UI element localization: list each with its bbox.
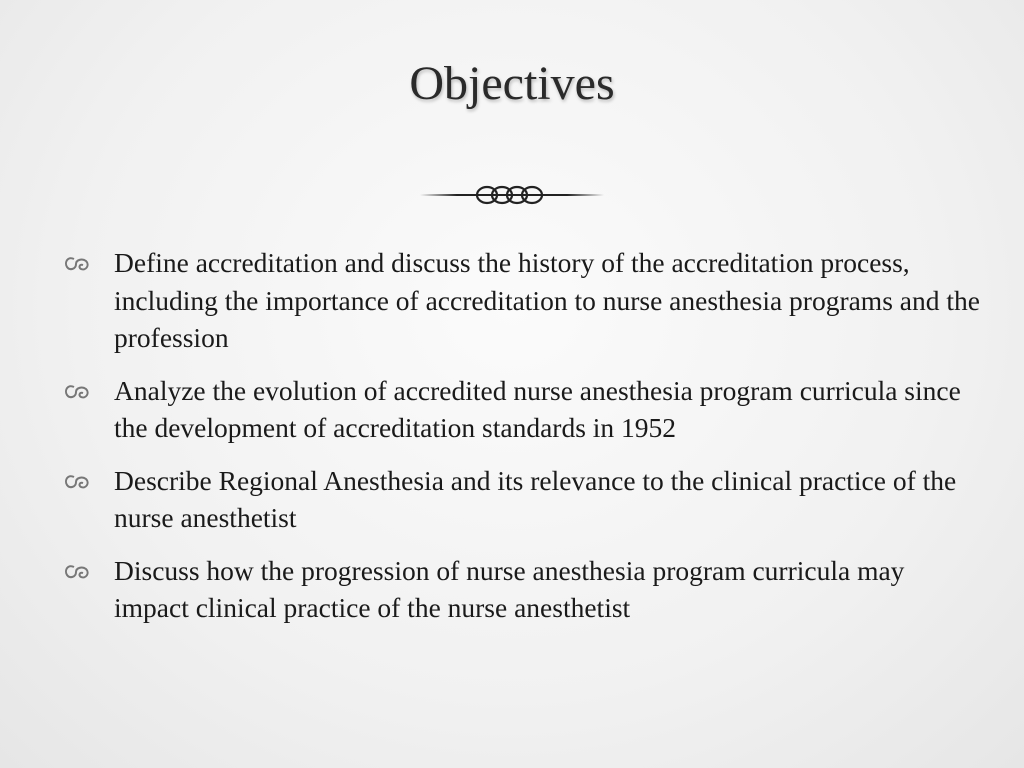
flourish-divider-icon xyxy=(420,180,604,210)
list-item xyxy=(60,372,980,447)
flourish-bullet-icon xyxy=(62,382,92,402)
flourish-bullet-icon xyxy=(62,472,92,492)
bullet-text: Describe Regional Anesthesia and its relevance to the clinical practice of the nurse anesthetist xyxy=(114,464,957,533)
bullet-text: Analyze the evolution of accredited nurse anesthesia program curricula since the development of accreditation standards in 1952 xyxy=(114,374,961,443)
list-item xyxy=(60,552,980,627)
list-item xyxy=(60,244,980,357)
flourish-bullet-icon xyxy=(62,254,92,274)
list-item xyxy=(60,462,980,537)
objectives-list xyxy=(60,244,980,642)
bullet-text: Discuss how the progression of nurse anesthesia program curricula may impact clinical practice of the nurse anesthetist xyxy=(114,554,905,623)
bullet-text: Define accreditation and discuss the history of the accreditation process, including the importance of accreditation to nurse anesthesia programs and the profession xyxy=(114,247,980,353)
slide-title: Objectives xyxy=(409,57,615,110)
flourish-bullet-icon xyxy=(62,562,92,582)
